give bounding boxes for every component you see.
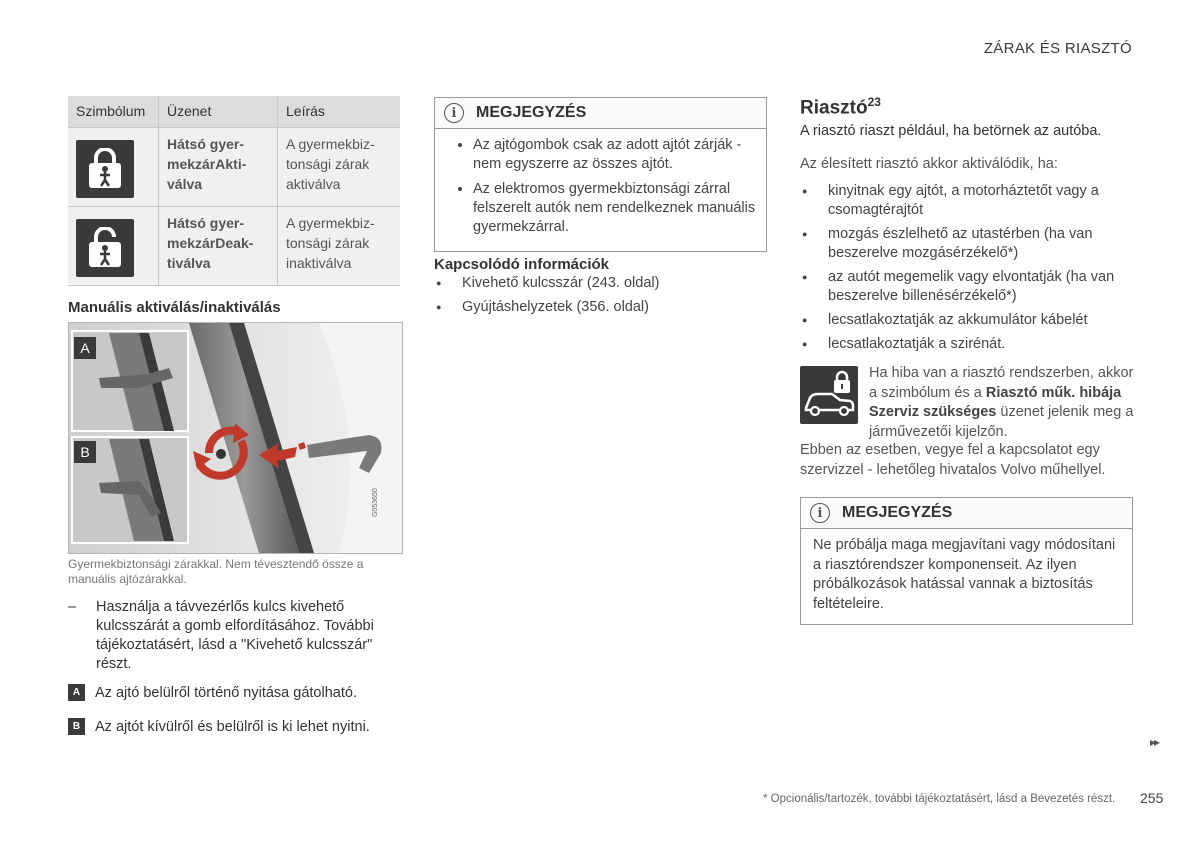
page-number: 255 bbox=[1140, 790, 1164, 806]
related-link-key-blade[interactable]: ● Kivehető kulcsszár (243. oldal) bbox=[434, 274, 764, 293]
info-icon: i bbox=[444, 103, 464, 123]
fault-message-name: Riasztó műk. hibája Szerviz szükséges bbox=[869, 384, 1122, 420]
alarm-intro: Az élesített riasztó akkor aktiválódik, ha: bbox=[800, 156, 1058, 172]
footnote: * Opcionális/tartozék, további tájékoztatásért, lásd a Bevezetés részt. bbox=[763, 793, 1116, 805]
info-icon: i bbox=[810, 503, 830, 523]
alarm-fault-message: Ha hiba van a riasztó rendszerben, akkor a szimbólum és a Riasztó műk. hibája Szerviz szükséges üzenet jelenik meg a járművezetői kijelzőn. bbox=[869, 365, 1134, 440]
table-cell-description: A gyermekbiz- tonsági zárak aktiválva bbox=[278, 128, 401, 207]
note-text: Ne próbálja maga megjavítani vagy módosítani a riasztórendszer komponenseit. Az ilyen próbálkozások hatással vannak a biztosítás feltételeire. bbox=[813, 537, 1116, 612]
child-lock-inactive-icon bbox=[76, 219, 134, 277]
footnote-ref: 23 bbox=[867, 95, 881, 109]
alarm-fault-followup: Ebben az esetben, vegye fel a kapcsolatot egy szervizzel - lehetőleg hivatalos Volvo műhellyel. bbox=[800, 442, 1106, 478]
table-header-description: Leírás bbox=[278, 96, 401, 128]
table-cell-message: Hátsó gyer- mekzárAkti- válva bbox=[159, 128, 278, 207]
instruction-text: Használja a távvezérlős kulcs kivehető kulcsszárát a gomb elfordításához. További tájékoztatásért, lásd a "Kivehető kulcsszár" részt. bbox=[96, 599, 374, 672]
lettered-item-b bbox=[68, 718, 408, 737]
table-cell-message: Hátsó gyer- mekzárDeak- tiválva bbox=[159, 207, 278, 286]
child-lock-active-icon bbox=[76, 140, 134, 198]
table-header-message: Üzenet bbox=[159, 96, 278, 128]
list-item: ● az autót megemelik vagy elvontatják (ha van beszerelve billenésérzékelő*) bbox=[800, 268, 1135, 306]
alarm-lead: A riasztó riaszt például, ha betörnek az autóba. bbox=[800, 123, 1102, 139]
list-item: ● lecsatlakoztatják a szirénát. bbox=[800, 335, 1135, 354]
list-item: ● mozgás észlelhető az utastérben (ha van beszerelve mozgásérzékelő*) bbox=[800, 225, 1135, 263]
dash-marker: – bbox=[68, 599, 77, 615]
section-title: ZÁRAK ÉS RIASZTÓ bbox=[983, 40, 1132, 57]
item-b-text: Az ajtót kívülről és belülről is ki lehet nyitni. bbox=[95, 719, 370, 735]
photo-label-a: A bbox=[74, 337, 96, 359]
note-title: MEGJEGYZÉS bbox=[842, 504, 953, 521]
note-box bbox=[800, 497, 1133, 625]
photo-caption: Gyermekbiztonsági zárakkal. Nem tévesztendő össze a manuális ajtózárakkal. bbox=[68, 557, 364, 586]
note-title: MEGJEGYZÉS bbox=[476, 104, 587, 121]
photo-code: G053650 bbox=[372, 488, 379, 517]
instruction-step bbox=[68, 598, 398, 674]
alarm-conditions bbox=[800, 182, 1135, 359]
alarm-fault-icon bbox=[800, 366, 858, 424]
table-header-symbol: Szimbólum bbox=[68, 96, 159, 128]
letter-badge-b: B bbox=[68, 718, 85, 735]
related-info bbox=[434, 256, 764, 322]
table-row bbox=[68, 207, 400, 286]
table-row bbox=[68, 128, 400, 207]
alarm-title: Riasztó$^{23}$ bbox=[800, 95, 881, 119]
list-item: ● lecsatlakoztatják az akkumulátor kábelét bbox=[800, 311, 1135, 330]
lettered-item-a bbox=[68, 684, 408, 703]
door-lock-photo bbox=[68, 322, 403, 554]
note-box bbox=[434, 97, 767, 252]
note-list bbox=[435, 129, 766, 251]
list-item: • Az elektromos gyermekbiztonsági zárral felszerelt autók nem rendelkeznek manuális gyermekzárral. bbox=[473, 180, 756, 237]
table-cell-description: A gyermekbiz- tonsági zárak inaktiválva bbox=[278, 207, 401, 286]
item-a-text: Az ajtó belülről történő nyitása gátolható. bbox=[95, 685, 357, 701]
photo-label-b: B bbox=[74, 441, 96, 463]
manual-heading: Manuális aktiválás/inaktiválás bbox=[68, 299, 281, 316]
related-heading: Kapcsolódó információk bbox=[434, 256, 610, 273]
list-item: ● kinyitnak egy ajtót, a motorháztetőt vagy a csomagtérajtót bbox=[800, 182, 1135, 220]
next-page-arrows-icon: ▸▸ bbox=[1150, 735, 1159, 749]
letter-badge-a: A bbox=[68, 684, 85, 701]
related-link-ignition[interactable]: ● Gyújtáshelyzetek (356. oldal) bbox=[434, 298, 764, 317]
list-item: • Az ajtógombok csak az adott ajtót zárják - nem egyszerre az összes ajtót. bbox=[473, 136, 756, 174]
symbol-table bbox=[68, 96, 400, 286]
